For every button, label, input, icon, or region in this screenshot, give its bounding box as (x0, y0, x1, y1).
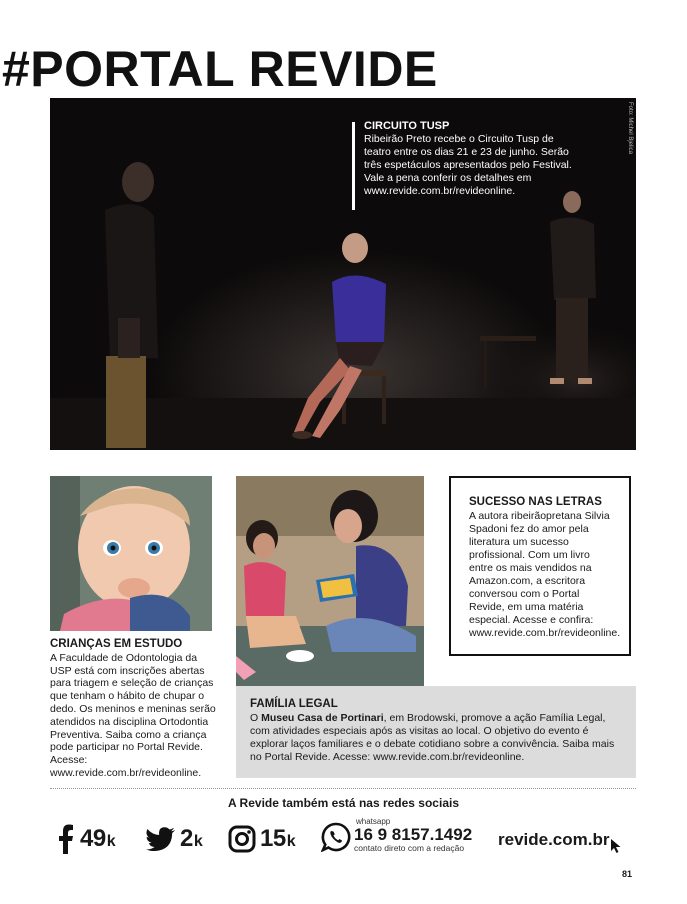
facebook-unit: k (106, 833, 116, 850)
criancas-em-estudo-body: A Faculdade de Odontologia da USP está com inscrições abertas para triagem e seleção de crianças que tenham o hábito de chupar o dedo. Os meninos e meninas serão atendidos na disciplina Ortodontia Preventiva. Saiba como a criança pode participar no Portal Revide. Acesse: www.revide.com.br/revideonline. (50, 651, 216, 779)
twitter-count: 2 (180, 825, 193, 852)
familia-legal-body-suffix: , em Brodowski, promove a ação Família Legal, com atividades especiais após as visitas ao local. O objetivo do evento é explorar laços familiares e o debate cotidiano sobre a convivência. Saiba mais no Portal Revide. Acesse: www.revide.com.br/revideonline. (250, 712, 615, 763)
hero-caption-body: Ribeirão Preto recebe o Circuito Tusp de teatro entre os dias 21 e 23 de junho. Serão três espetáculos apresentados pelo Festival. Vale a pena conferir os detalhes em www.revide.com.br/revideonline. (364, 133, 572, 197)
facebook-icon (58, 824, 74, 854)
museu-casa-de-portinari: Museu Casa de Portinari (261, 712, 384, 724)
sucesso-nas-letras-body: A autora ribeirãopretana Silvia Spadoni fez do amor pela literatura um sucesso profissional. Com um livro entre os mais vendidos na Amazon.com, a escritora conversou com o Portal Revide, em uma matéria especial. Acesse e confira: www.revide.com.br/revideonline. (469, 510, 621, 639)
family-illustration (236, 476, 424, 686)
social-heading: A Revide também está nas redes sociais (228, 796, 459, 810)
familia-legal-title: FAMÍLIA LEGAL (250, 698, 338, 710)
whatsapp-note: contato direto com a redação (354, 843, 465, 853)
sucesso-nas-letras-title: SUCESSO NAS LETRAS (469, 496, 602, 508)
instagram-unit: k (286, 833, 296, 850)
hero-photo (50, 98, 636, 450)
familia-legal-body-prefix: O (250, 712, 262, 724)
whatsapp-icon[interactable] (321, 822, 351, 857)
instagram-count: 15 (260, 825, 286, 852)
whatsapp-number[interactable]: 16 9 8157.1492 (354, 825, 473, 844)
facebook-stat[interactable] (58, 822, 116, 856)
cursor-pointer-icon (610, 838, 622, 859)
whatsapp-label: whatsapp (356, 817, 391, 826)
photo-credit: Foto: Michel Bjelica (627, 102, 633, 155)
hero-caption-title: CIRCUITO TUSP (364, 120, 450, 132)
page-number: 81 (622, 869, 633, 879)
dotted-divider (50, 788, 636, 789)
family-photo (236, 476, 424, 686)
criancas-em-estudo-title: CRIANÇAS EM ESTUDO (50, 638, 183, 650)
baby-photo (50, 476, 212, 631)
twitter-stat[interactable] (146, 822, 203, 856)
familia-legal-box (236, 686, 636, 778)
caption-accent-bar (352, 122, 355, 210)
sucesso-nas-letras-box (449, 476, 631, 656)
familia-legal-body (250, 712, 626, 764)
twitter-icon (146, 827, 176, 851)
facebook-count: 49 (80, 825, 106, 852)
page-title: #PORTAL REVIDE (2, 41, 438, 97)
instagram-icon (228, 825, 256, 853)
site-link[interactable]: revide.com.br (498, 830, 610, 849)
hero-caption (364, 120, 574, 198)
instagram-stat[interactable] (228, 822, 296, 856)
baby-illustration (50, 476, 212, 631)
twitter-unit: k (193, 833, 203, 850)
criancas-em-estudo-article (50, 638, 216, 780)
